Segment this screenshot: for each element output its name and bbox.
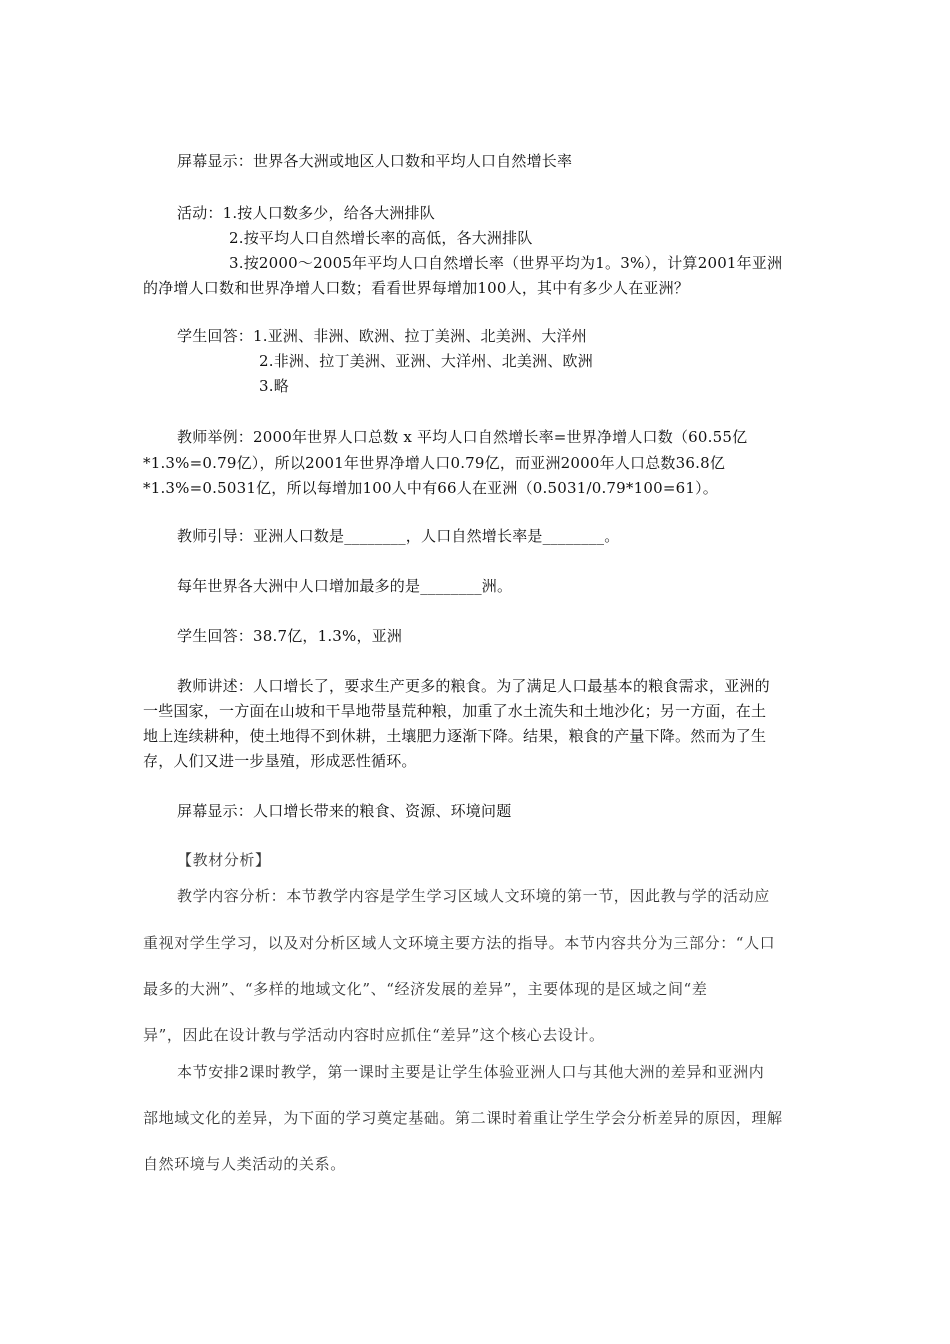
schedule-line-2: 部地域文化的差异，为下面的学习奠定基础。第二课时着重让学生学会分析差异的原因，理解 <box>143 1109 783 1127</box>
schedule-line-3: 自然环境与人类活动的关系。 <box>143 1155 346 1173</box>
activity-item-2: 2.按平均人口自然增长率的高低，各大洲排队 <box>229 229 533 247</box>
teacher-guide-line-1: 教师引导：亚洲人口数是________，人口自然增长率是________。 <box>177 527 620 545</box>
teacher-narration-line-1: 教师讲述：人口增长了，要求生产更多的粮食。为了满足人口最基本的粮食需求，亚洲的 <box>177 677 770 695</box>
screen-display-heading-1: 屏幕显示：世界各大洲或地区人口数和平均人口自然增长率 <box>177 152 573 170</box>
student-answer-summary: 学生回答：38.7亿，1.3%，亚洲 <box>177 627 403 645</box>
teacher-guide-line-2: 每年世界各大洲中人口增加最多的是________洲。 <box>177 577 513 595</box>
schedule-line-1: 本节安排2课时教学，第一课时主要是让学生体验亚洲人口与其他大洲的差异和亚洲内 <box>177 1063 765 1081</box>
teacher-narration-line-4: 存，人们又进一步垦殖，形成恶性循环。 <box>143 752 417 770</box>
teacher-example-line-3: *1.3%=0.5031亿，所以每增加100人中有66人在亚洲（0.5031/0.79*100=61）。 <box>143 479 719 497</box>
activity-item-3: 3.按2000～2005年平均人口自然增长率（世界平均为1。3%），计算2001年亚洲 <box>229 254 783 272</box>
activity-item-3-continued: 的净增人口数和世界净增人口数；看看世界每增加100人，其中有多少人在亚洲？ <box>143 279 690 297</box>
student-answer-2: 2.非洲、拉丁美洲、亚洲、大洋州、北美洲、欧洲 <box>259 352 593 370</box>
screen-display-heading-2: 屏幕显示：人口增长带来的粮食、资源、环境问题 <box>177 802 512 820</box>
section-heading-textbook-analysis: 【教材分析】 <box>177 851 271 869</box>
teacher-example-line-2: *1.3%=0.79亿），所以2001年世界净增人口0.79亿，而亚洲2000年人口总数36.8亿 <box>143 454 726 472</box>
teacher-example-line-1: 教师举例：2000年世界人口总数 x 平均人口自然增长率=世界净增人口数（60.55亿 <box>177 428 748 446</box>
student-answer-1: 学生回答：1.亚洲、非洲、欧洲、拉丁美洲、北美洲、大洋州 <box>177 327 587 345</box>
teacher-narration-line-2: 一些国家，一方面在山坡和干旱地带垦荒种粮，加重了水土流失和土地沙化；另一方面，在土 <box>143 702 767 720</box>
student-answer-3: 3.略 <box>259 377 289 395</box>
content-analysis-line-4: 异”，因此在设计教与学活动内容时应抓住“差异”这个核心去设计。 <box>143 1026 605 1044</box>
content-analysis-line-2: 重视对学生学习，以及对分析区域人文环境主要方法的指导。本节内容共分为三部分：“人口 <box>143 934 776 952</box>
activity-item-1: 活动：1.按人口数多少，给各大洲排队 <box>177 204 435 222</box>
teacher-narration-line-3: 地上连续耕种，使土地得不到休耕，土壤肥力逐渐下降。结果，粮食的产量下降。然而为了生 <box>143 727 767 745</box>
content-analysis-line-1: 教学内容分析：本节教学内容是学生学习区域人文环境的第一节，因此教与学的活动应 <box>177 887 770 905</box>
content-analysis-line-3: 最多的大洲”、“多样的地域文化”、“经济发展的差异”，主要体现的是区域之间“差 <box>143 980 708 998</box>
